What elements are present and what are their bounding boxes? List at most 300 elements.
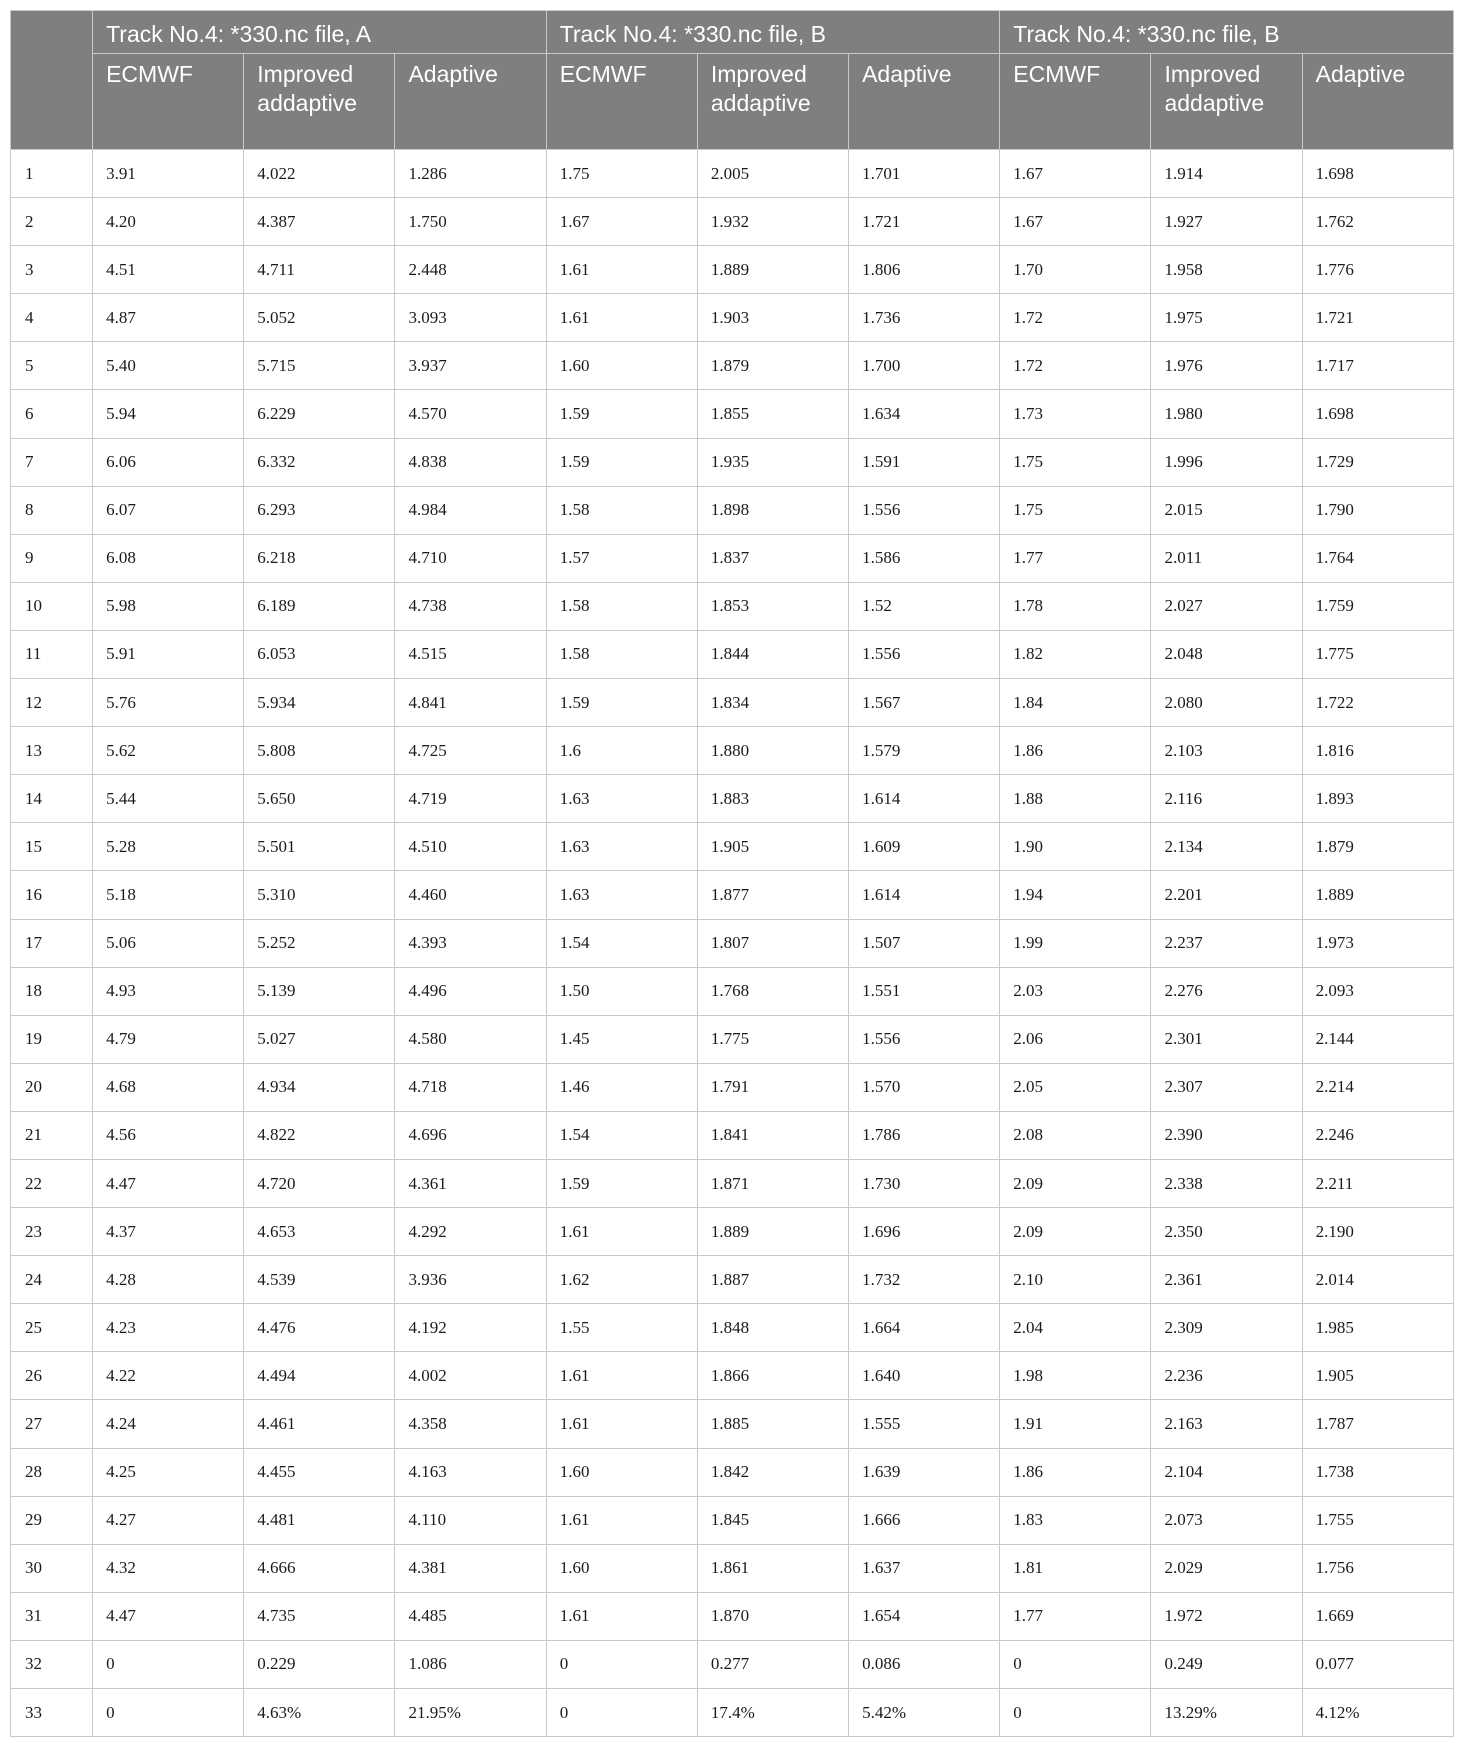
b1-ecmwf-cell: 1.45 <box>546 1015 697 1063</box>
a-adaptive-cell: 4.984 <box>395 486 546 534</box>
b1-adaptive-cell: 1.634 <box>849 390 1000 438</box>
b1-adaptive-cell: 1.556 <box>849 630 1000 678</box>
b1-ecmwf-cell: 1.58 <box>546 582 697 630</box>
a-improved-addaptive-cell: 4.481 <box>244 1496 395 1544</box>
a-ecmwf-cell: 4.56 <box>93 1111 244 1159</box>
b2-improved-addaptive-cell: 2.163 <box>1151 1400 1302 1448</box>
b2-adaptive-cell: 1.756 <box>1302 1544 1453 1592</box>
b1-improved-addaptive-cell: 1.903 <box>697 294 848 342</box>
b2-improved-addaptive-cell: 2.338 <box>1151 1159 1302 1207</box>
a-ecmwf-cell: 6.06 <box>93 438 244 486</box>
a-adaptive-cell: 4.696 <box>395 1111 546 1159</box>
b2-adaptive-cell: 2.093 <box>1302 967 1453 1015</box>
b2-adaptive-cell: 2.214 <box>1302 1063 1453 1111</box>
b1-adaptive-cell: 1.786 <box>849 1111 1000 1159</box>
a-ecmwf-cell: 3.91 <box>93 150 244 198</box>
b1-improved-addaptive-cell: 2.005 <box>697 150 848 198</box>
a-adaptive-cell: 1.286 <box>395 150 546 198</box>
table-row <box>11 871 1454 919</box>
table-row <box>11 1689 1454 1737</box>
a-ecmwf-cell: 6.08 <box>93 534 244 582</box>
row-index-cell: 2 <box>11 198 93 246</box>
a-improved-addaptive-cell: 4.822 <box>244 1111 395 1159</box>
a-adaptive-cell: 3.093 <box>395 294 546 342</box>
b2-ecmwf-cell: 2.09 <box>1000 1208 1151 1256</box>
b2-improved-addaptive-cell: 2.309 <box>1151 1304 1302 1352</box>
b1-improved-addaptive-cell: 1.877 <box>697 871 848 919</box>
b2-adaptive-cell: 1.893 <box>1302 775 1453 823</box>
b2-improved-addaptive-cell: 2.027 <box>1151 582 1302 630</box>
table-row <box>11 727 1454 775</box>
b2-improved-addaptive-cell: 2.276 <box>1151 967 1302 1015</box>
header-ecmwf: ECMWF <box>93 54 244 150</box>
row-index-cell: 18 <box>11 967 93 1015</box>
b2-improved-addaptive-cell: 2.048 <box>1151 630 1302 678</box>
a-adaptive-cell: 4.515 <box>395 630 546 678</box>
b2-improved-addaptive-cell: 1.975 <box>1151 294 1302 342</box>
b2-adaptive-cell: 1.816 <box>1302 727 1453 775</box>
b1-improved-addaptive-cell: 1.905 <box>697 823 848 871</box>
table-row <box>11 1592 1454 1640</box>
b2-ecmwf-cell: 1.86 <box>1000 727 1151 775</box>
b1-adaptive-cell: 1.556 <box>849 1015 1000 1063</box>
b2-improved-addaptive-cell: 1.972 <box>1151 1592 1302 1640</box>
b2-ecmwf-cell: 1.82 <box>1000 630 1151 678</box>
a-improved-addaptive-cell: 4.735 <box>244 1592 395 1640</box>
b1-adaptive-cell: 1.664 <box>849 1304 1000 1352</box>
table-row <box>11 150 1454 198</box>
header-group-3: Track No.4: *330.nc file, B <box>1000 11 1454 54</box>
b2-adaptive-cell: 2.144 <box>1302 1015 1453 1063</box>
a-ecmwf-cell: 0 <box>93 1640 244 1688</box>
table-row <box>11 1304 1454 1352</box>
a-ecmwf-cell: 4.28 <box>93 1256 244 1304</box>
a-adaptive-cell: 4.719 <box>395 775 546 823</box>
b1-ecmwf-cell: 1.59 <box>546 390 697 438</box>
a-adaptive-cell: 4.192 <box>395 1304 546 1352</box>
header-sub-row <box>11 54 1454 150</box>
b1-ecmwf-cell: 1.63 <box>546 823 697 871</box>
b1-improved-addaptive-cell: 1.898 <box>697 486 848 534</box>
header-ecmwf: ECMWF <box>546 54 697 150</box>
a-ecmwf-cell: 5.06 <box>93 919 244 967</box>
a-ecmwf-cell: 5.91 <box>93 630 244 678</box>
b1-ecmwf-cell: 1.6 <box>546 727 697 775</box>
b2-improved-addaptive-cell: 2.103 <box>1151 727 1302 775</box>
a-adaptive-cell: 4.738 <box>395 582 546 630</box>
b1-improved-addaptive-cell: 17.4% <box>697 1689 848 1737</box>
b2-adaptive-cell: 1.721 <box>1302 294 1453 342</box>
b1-adaptive-cell: 1.730 <box>849 1159 1000 1207</box>
header-group-1: Track No.4: *330.nc file, A <box>93 11 547 54</box>
a-ecmwf-cell: 5.28 <box>93 823 244 871</box>
b2-ecmwf-cell: 1.77 <box>1000 1592 1151 1640</box>
b2-improved-addaptive-cell: 2.237 <box>1151 919 1302 967</box>
header-index-cell <box>11 11 93 150</box>
b1-adaptive-cell: 1.721 <box>849 198 1000 246</box>
header-adaptive: Adaptive <box>1302 54 1453 150</box>
a-ecmwf-cell: 4.24 <box>93 1400 244 1448</box>
b2-improved-addaptive-cell: 2.029 <box>1151 1544 1302 1592</box>
b2-improved-addaptive-cell: 2.134 <box>1151 823 1302 871</box>
table-row <box>11 967 1454 1015</box>
a-ecmwf-cell: 5.98 <box>93 582 244 630</box>
a-ecmwf-cell: 4.23 <box>93 1304 244 1352</box>
b1-improved-addaptive-cell: 1.834 <box>697 679 848 727</box>
b2-adaptive-cell: 2.190 <box>1302 1208 1453 1256</box>
b1-improved-addaptive-cell: 1.889 <box>697 246 848 294</box>
table-body <box>11 150 1454 1737</box>
a-ecmwf-cell: 4.22 <box>93 1352 244 1400</box>
a-adaptive-cell: 1.750 <box>395 198 546 246</box>
a-improved-addaptive-cell: 5.501 <box>244 823 395 871</box>
b2-adaptive-cell: 2.014 <box>1302 1256 1453 1304</box>
b1-ecmwf-cell: 1.62 <box>546 1256 697 1304</box>
a-improved-addaptive-cell: 5.934 <box>244 679 395 727</box>
header-improved-addaptive: Improved addaptive <box>1151 54 1302 150</box>
b2-improved-addaptive-cell: 2.301 <box>1151 1015 1302 1063</box>
a-ecmwf-cell: 5.44 <box>93 775 244 823</box>
row-index-cell: 32 <box>11 1640 93 1688</box>
row-index-cell: 13 <box>11 727 93 775</box>
b2-ecmwf-cell: 1.70 <box>1000 246 1151 294</box>
a-ecmwf-cell: 4.20 <box>93 198 244 246</box>
table-row <box>11 438 1454 486</box>
b2-adaptive-cell: 1.790 <box>1302 486 1453 534</box>
b1-adaptive-cell: 1.701 <box>849 150 1000 198</box>
b2-ecmwf-cell: 1.67 <box>1000 150 1151 198</box>
b2-ecmwf-cell: 1.90 <box>1000 823 1151 871</box>
a-adaptive-cell: 4.358 <box>395 1400 546 1448</box>
a-adaptive-cell: 4.510 <box>395 823 546 871</box>
header-ecmwf: ECMWF <box>1000 54 1151 150</box>
b2-ecmwf-cell: 1.75 <box>1000 438 1151 486</box>
a-ecmwf-cell: 0 <box>93 1689 244 1737</box>
b1-improved-addaptive-cell: 1.879 <box>697 342 848 390</box>
b1-ecmwf-cell: 1.54 <box>546 1111 697 1159</box>
table-row <box>11 246 1454 294</box>
b2-ecmwf-cell: 1.77 <box>1000 534 1151 582</box>
b1-ecmwf-cell: 1.59 <box>546 679 697 727</box>
a-improved-addaptive-cell: 4.387 <box>244 198 395 246</box>
a-adaptive-cell: 4.485 <box>395 1592 546 1640</box>
a-ecmwf-cell: 5.40 <box>93 342 244 390</box>
b1-adaptive-cell: 1.732 <box>849 1256 1000 1304</box>
a-adaptive-cell: 4.570 <box>395 390 546 438</box>
b2-ecmwf-cell: 1.72 <box>1000 342 1151 390</box>
b2-adaptive-cell: 1.698 <box>1302 390 1453 438</box>
b2-improved-addaptive-cell: 2.201 <box>1151 871 1302 919</box>
a-ecmwf-cell: 5.76 <box>93 679 244 727</box>
b1-improved-addaptive-cell: 1.883 <box>697 775 848 823</box>
row-index-cell: 17 <box>11 919 93 967</box>
b2-improved-addaptive-cell: 2.307 <box>1151 1063 1302 1111</box>
a-improved-addaptive-cell: 5.808 <box>244 727 395 775</box>
b1-ecmwf-cell: 1.58 <box>546 486 697 534</box>
b1-ecmwf-cell: 1.75 <box>546 150 697 198</box>
b2-improved-addaptive-cell: 1.958 <box>1151 246 1302 294</box>
row-index-cell: 15 <box>11 823 93 871</box>
b1-ecmwf-cell: 1.59 <box>546 438 697 486</box>
b1-improved-addaptive-cell: 1.853 <box>697 582 848 630</box>
table-row <box>11 1256 1454 1304</box>
b1-adaptive-cell: 1.570 <box>849 1063 1000 1111</box>
row-index-cell: 7 <box>11 438 93 486</box>
row-index-cell: 21 <box>11 1111 93 1159</box>
table-row <box>11 823 1454 871</box>
b1-improved-addaptive-cell: 1.870 <box>697 1592 848 1640</box>
row-index-cell: 33 <box>11 1689 93 1737</box>
row-index-cell: 31 <box>11 1592 93 1640</box>
b2-improved-addaptive-cell: 1.976 <box>1151 342 1302 390</box>
a-improved-addaptive-cell: 4.666 <box>244 1544 395 1592</box>
b1-adaptive-cell: 1.52 <box>849 582 1000 630</box>
b1-adaptive-cell: 1.609 <box>849 823 1000 871</box>
b1-ecmwf-cell: 1.58 <box>546 630 697 678</box>
b1-adaptive-cell: 1.666 <box>849 1496 1000 1544</box>
row-index-cell: 19 <box>11 1015 93 1063</box>
b1-improved-addaptive-cell: 1.807 <box>697 919 848 967</box>
table-row <box>11 1448 1454 1496</box>
a-adaptive-cell: 4.381 <box>395 1544 546 1592</box>
b1-ecmwf-cell: 1.61 <box>546 1208 697 1256</box>
row-index-cell: 25 <box>11 1304 93 1352</box>
b2-improved-addaptive-cell: 2.390 <box>1151 1111 1302 1159</box>
a-adaptive-cell: 4.393 <box>395 919 546 967</box>
b1-improved-addaptive-cell: 1.848 <box>697 1304 848 1352</box>
b1-ecmwf-cell: 1.61 <box>546 246 697 294</box>
table-row <box>11 198 1454 246</box>
b1-ecmwf-cell: 1.63 <box>546 775 697 823</box>
b2-ecmwf-cell: 1.73 <box>1000 390 1151 438</box>
b2-adaptive-cell: 1.985 <box>1302 1304 1453 1352</box>
a-ecmwf-cell: 4.27 <box>93 1496 244 1544</box>
table-header <box>11 11 1454 150</box>
b1-ecmwf-cell: 1.61 <box>546 1400 697 1448</box>
a-ecmwf-cell: 6.07 <box>93 486 244 534</box>
a-improved-addaptive-cell: 5.027 <box>244 1015 395 1063</box>
table-row <box>11 486 1454 534</box>
a-improved-addaptive-cell: 6.332 <box>244 438 395 486</box>
b2-ecmwf-cell: 1.88 <box>1000 775 1151 823</box>
b1-ecmwf-cell: 0 <box>546 1689 697 1737</box>
b2-adaptive-cell: 1.776 <box>1302 246 1453 294</box>
b2-adaptive-cell: 1.787 <box>1302 1400 1453 1448</box>
b1-ecmwf-cell: 1.59 <box>546 1159 697 1207</box>
row-index-cell: 14 <box>11 775 93 823</box>
a-adaptive-cell: 4.163 <box>395 1448 546 1496</box>
b1-improved-addaptive-cell: 1.844 <box>697 630 848 678</box>
a-improved-addaptive-cell: 4.461 <box>244 1400 395 1448</box>
a-ecmwf-cell: 4.25 <box>93 1448 244 1496</box>
b2-improved-addaptive-cell: 1.927 <box>1151 198 1302 246</box>
a-adaptive-cell: 4.496 <box>395 967 546 1015</box>
b1-improved-addaptive-cell: 1.775 <box>697 1015 848 1063</box>
row-index-cell: 1 <box>11 150 93 198</box>
b1-adaptive-cell: 1.654 <box>849 1592 1000 1640</box>
b2-ecmwf-cell: 1.94 <box>1000 871 1151 919</box>
b1-improved-addaptive-cell: 1.861 <box>697 1544 848 1592</box>
b1-ecmwf-cell: 1.60 <box>546 1448 697 1496</box>
b1-ecmwf-cell: 1.46 <box>546 1063 697 1111</box>
b1-ecmwf-cell: 1.54 <box>546 919 697 967</box>
row-index-cell: 4 <box>11 294 93 342</box>
b1-ecmwf-cell: 1.57 <box>546 534 697 582</box>
a-improved-addaptive-cell: 6.189 <box>244 582 395 630</box>
b1-improved-addaptive-cell: 1.889 <box>697 1208 848 1256</box>
table-row <box>11 390 1454 438</box>
b1-ecmwf-cell: 1.61 <box>546 1592 697 1640</box>
b1-ecmwf-cell: 1.61 <box>546 294 697 342</box>
row-index-cell: 27 <box>11 1400 93 1448</box>
b2-adaptive-cell: 1.717 <box>1302 342 1453 390</box>
a-improved-addaptive-cell: 0.229 <box>244 1640 395 1688</box>
b1-adaptive-cell: 1.806 <box>849 246 1000 294</box>
a-improved-addaptive-cell: 4.476 <box>244 1304 395 1352</box>
header-adaptive: Adaptive <box>849 54 1000 150</box>
a-improved-addaptive-cell: 4.653 <box>244 1208 395 1256</box>
a-ecmwf-cell: 4.79 <box>93 1015 244 1063</box>
a-ecmwf-cell: 4.68 <box>93 1063 244 1111</box>
a-improved-addaptive-cell: 4.539 <box>244 1256 395 1304</box>
b1-adaptive-cell: 1.696 <box>849 1208 1000 1256</box>
row-index-cell: 28 <box>11 1448 93 1496</box>
table-row <box>11 534 1454 582</box>
header-group-row <box>11 11 1454 54</box>
a-adaptive-cell: 4.710 <box>395 534 546 582</box>
b1-improved-addaptive-cell: 1.768 <box>697 967 848 1015</box>
b2-ecmwf-cell: 2.08 <box>1000 1111 1151 1159</box>
b2-adaptive-cell: 2.246 <box>1302 1111 1453 1159</box>
b1-improved-addaptive-cell: 1.885 <box>697 1400 848 1448</box>
b2-ecmwf-cell: 1.98 <box>1000 1352 1151 1400</box>
b1-ecmwf-cell: 1.63 <box>546 871 697 919</box>
b2-adaptive-cell: 1.879 <box>1302 823 1453 871</box>
b1-ecmwf-cell: 1.60 <box>546 342 697 390</box>
b1-ecmwf-cell: 1.61 <box>546 1496 697 1544</box>
b1-adaptive-cell: 5.42% <box>849 1689 1000 1737</box>
b1-adaptive-cell: 1.507 <box>849 919 1000 967</box>
b2-improved-addaptive-cell: 13.29% <box>1151 1689 1302 1737</box>
b1-improved-addaptive-cell: 1.880 <box>697 727 848 775</box>
b2-ecmwf-cell: 2.09 <box>1000 1159 1151 1207</box>
data-table-container <box>10 10 1454 1737</box>
table-row <box>11 1496 1454 1544</box>
header-improved-addaptive: Improved addaptive <box>697 54 848 150</box>
b2-improved-addaptive-cell: 2.104 <box>1151 1448 1302 1496</box>
row-index-cell: 20 <box>11 1063 93 1111</box>
b2-adaptive-cell: 1.759 <box>1302 582 1453 630</box>
b2-adaptive-cell: 1.973 <box>1302 919 1453 967</box>
table-row <box>11 775 1454 823</box>
table-row <box>11 1063 1454 1111</box>
b2-adaptive-cell: 1.669 <box>1302 1592 1453 1640</box>
b2-improved-addaptive-cell: 2.015 <box>1151 486 1302 534</box>
row-index-cell: 22 <box>11 1159 93 1207</box>
table-row <box>11 1208 1454 1256</box>
b1-improved-addaptive-cell: 1.837 <box>697 534 848 582</box>
b1-improved-addaptive-cell: 1.845 <box>697 1496 848 1544</box>
b1-improved-addaptive-cell: 1.841 <box>697 1111 848 1159</box>
a-improved-addaptive-cell: 5.139 <box>244 967 395 1015</box>
b1-adaptive-cell: 1.586 <box>849 534 1000 582</box>
b2-ecmwf-cell: 2.04 <box>1000 1304 1151 1352</box>
b1-ecmwf-cell: 1.55 <box>546 1304 697 1352</box>
b2-improved-addaptive-cell: 1.914 <box>1151 150 1302 198</box>
b1-adaptive-cell: 1.614 <box>849 775 1000 823</box>
b2-improved-addaptive-cell: 2.080 <box>1151 679 1302 727</box>
row-index-cell: 10 <box>11 582 93 630</box>
a-adaptive-cell: 3.936 <box>395 1256 546 1304</box>
b2-adaptive-cell: 1.764 <box>1302 534 1453 582</box>
b1-improved-addaptive-cell: 1.935 <box>697 438 848 486</box>
a-improved-addaptive-cell: 6.293 <box>244 486 395 534</box>
header-group-2: Track No.4: *330.nc file, B <box>546 11 1000 54</box>
b2-ecmwf-cell: 1.75 <box>1000 486 1151 534</box>
b2-ecmwf-cell: 1.86 <box>1000 1448 1151 1496</box>
a-ecmwf-cell: 4.47 <box>93 1159 244 1207</box>
table-row <box>11 919 1454 967</box>
table-row <box>11 1159 1454 1207</box>
table-row <box>11 582 1454 630</box>
b2-ecmwf-cell: 1.78 <box>1000 582 1151 630</box>
b1-improved-addaptive-cell: 1.791 <box>697 1063 848 1111</box>
a-adaptive-cell: 4.361 <box>395 1159 546 1207</box>
b1-improved-addaptive-cell: 1.887 <box>697 1256 848 1304</box>
a-improved-addaptive-cell: 5.310 <box>244 871 395 919</box>
table-row <box>11 630 1454 678</box>
row-index-cell: 5 <box>11 342 93 390</box>
row-index-cell: 16 <box>11 871 93 919</box>
b1-adaptive-cell: 1.700 <box>849 342 1000 390</box>
b2-improved-addaptive-cell: 2.116 <box>1151 775 1302 823</box>
b2-adaptive-cell: 1.755 <box>1302 1496 1453 1544</box>
b2-adaptive-cell: 1.738 <box>1302 1448 1453 1496</box>
row-index-cell: 24 <box>11 1256 93 1304</box>
b2-adaptive-cell: 1.722 <box>1302 679 1453 727</box>
header-adaptive: Adaptive <box>395 54 546 150</box>
row-index-cell: 30 <box>11 1544 93 1592</box>
b2-ecmwf-cell: 1.99 <box>1000 919 1151 967</box>
a-improved-addaptive-cell: 4.63% <box>244 1689 395 1737</box>
a-adaptive-cell: 2.448 <box>395 246 546 294</box>
b1-ecmwf-cell: 1.60 <box>546 1544 697 1592</box>
a-improved-addaptive-cell: 4.711 <box>244 246 395 294</box>
b1-ecmwf-cell: 1.67 <box>546 198 697 246</box>
a-ecmwf-cell: 4.87 <box>93 294 244 342</box>
table-row <box>11 342 1454 390</box>
header-improved-addaptive: Improved addaptive <box>244 54 395 150</box>
table-row <box>11 1015 1454 1063</box>
a-improved-addaptive-cell: 6.229 <box>244 390 395 438</box>
a-ecmwf-cell: 5.62 <box>93 727 244 775</box>
b1-improved-addaptive-cell: 1.866 <box>697 1352 848 1400</box>
b2-ecmwf-cell: 1.72 <box>1000 294 1151 342</box>
table-row <box>11 1400 1454 1448</box>
a-improved-addaptive-cell: 5.650 <box>244 775 395 823</box>
b1-adaptive-cell: 1.551 <box>849 967 1000 1015</box>
b2-adaptive-cell: 1.762 <box>1302 198 1453 246</box>
b2-ecmwf-cell: 2.05 <box>1000 1063 1151 1111</box>
a-improved-addaptive-cell: 4.022 <box>244 150 395 198</box>
row-index-cell: 29 <box>11 1496 93 1544</box>
a-ecmwf-cell: 4.47 <box>93 1592 244 1640</box>
b2-adaptive-cell: 1.905 <box>1302 1352 1453 1400</box>
a-ecmwf-cell: 5.18 <box>93 871 244 919</box>
b2-ecmwf-cell: 1.91 <box>1000 1400 1151 1448</box>
b2-adaptive-cell: 1.698 <box>1302 150 1453 198</box>
b2-ecmwf-cell: 1.67 <box>1000 198 1151 246</box>
